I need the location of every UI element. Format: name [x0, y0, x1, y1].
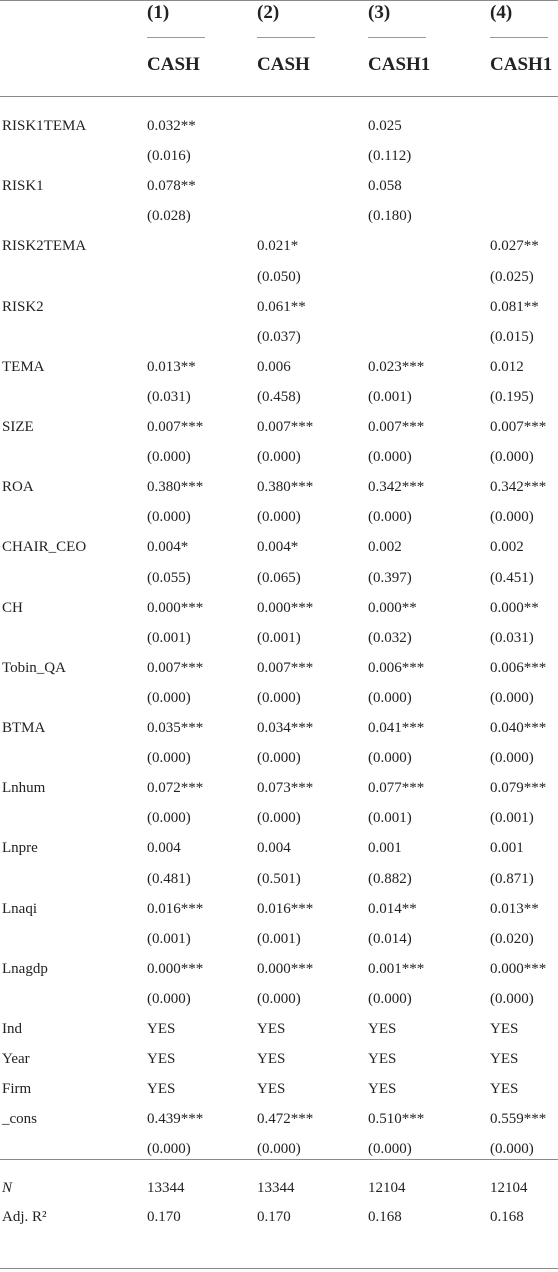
column-dependent-var-4: CASH1 [490, 54, 553, 75]
row-label: Lnagdp [2, 961, 48, 977]
table-cell: (0.065) [257, 570, 301, 586]
table-cell: (0.014) [368, 931, 412, 947]
table-cell: (0.050) [257, 269, 301, 285]
table-cell: 0.077*** [368, 780, 425, 796]
table-cell: 0.016*** [147, 901, 204, 917]
table-cell: (0.016) [147, 148, 191, 164]
table-cell: 0.000*** [147, 600, 204, 616]
table-cell: (0.000) [368, 1141, 412, 1157]
table-cell: (0.037) [257, 329, 301, 345]
table-cell: 0.081** [490, 299, 539, 315]
table-cell: YES [490, 1021, 519, 1037]
table-cell: 0.007*** [368, 419, 425, 435]
table-cell: 0.001 [490, 840, 524, 856]
table-cell: 0.061** [257, 299, 306, 315]
row-label: Lnpre [2, 840, 38, 856]
table-cell: (0.000) [147, 991, 191, 1007]
table-cell: 0.035*** [147, 720, 204, 736]
table-cell: 0.000** [368, 600, 417, 616]
table-cell: 0.027** [490, 238, 539, 254]
footer-cell: 0.170 [147, 1209, 181, 1225]
table-cell: 0.439*** [147, 1111, 204, 1127]
table-cell: (0.000) [490, 690, 534, 706]
footer-cell: 13344 [147, 1180, 185, 1196]
table-cell: 0.023*** [368, 359, 425, 375]
table-cell: 0.380*** [257, 479, 314, 495]
table-cell: (0.000) [257, 750, 301, 766]
table-cell: YES [257, 1081, 286, 1097]
table-cell: 0.380*** [147, 479, 204, 495]
table-cell: 0.014** [368, 901, 417, 917]
table-cell: 0.058 [368, 178, 402, 194]
table-cell: (0.001) [257, 630, 301, 646]
table-cell: 0.000*** [257, 600, 314, 616]
footer-cell: 0.168 [490, 1209, 524, 1225]
table-cell: 0.004 [147, 840, 181, 856]
table-cell: 0.510*** [368, 1111, 425, 1127]
column-header-rule-1 [147, 37, 205, 38]
table-cell: 0.041*** [368, 720, 425, 736]
footer-cell: 0.168 [368, 1209, 402, 1225]
table-cell: 0.559*** [490, 1111, 547, 1127]
row-label: Lnhum [2, 780, 46, 796]
table-cell: (0.000) [368, 509, 412, 525]
table-cell: (0.031) [147, 389, 191, 405]
table-bottom-rule [0, 1268, 558, 1269]
table-cell: (0.000) [147, 690, 191, 706]
table-cell: 0.004* [147, 539, 189, 555]
table-cell: 0.025 [368, 118, 402, 134]
row-label: RISK2TEMA [2, 238, 87, 254]
table-cell: 0.000*** [490, 961, 547, 977]
row-label: _cons [2, 1111, 37, 1127]
column-header-rule-2 [257, 37, 315, 38]
table-cell: (0.458) [257, 389, 301, 405]
row-label: Ind [2, 1021, 22, 1037]
table-cell: YES [147, 1081, 176, 1097]
row-label: Firm [2, 1081, 32, 1097]
table-cell: (0.032) [368, 630, 412, 646]
body-bottom-rule [0, 1159, 558, 1160]
table-cell: (0.000) [257, 509, 301, 525]
table-cell: (0.000) [257, 991, 301, 1007]
table-cell: (0.000) [147, 1141, 191, 1157]
column-header-rule-4 [490, 37, 548, 38]
table-cell: YES [147, 1051, 176, 1067]
column-header-rule-3 [368, 37, 426, 38]
table-cell: YES [490, 1051, 519, 1067]
table-cell: 0.072*** [147, 780, 204, 796]
table-cell: 0.013** [147, 359, 196, 375]
table-cell: (0.000) [368, 991, 412, 1007]
table-cell: (0.397) [368, 570, 412, 586]
footer-label-2: Adj. R² [2, 1209, 47, 1225]
table-cell: (0.000) [147, 810, 191, 826]
footer-cell: 0.170 [257, 1209, 291, 1225]
table-cell: (0.871) [490, 871, 534, 887]
table-cell: YES [257, 1021, 286, 1037]
table-cell: 0.001*** [368, 961, 425, 977]
table-cell: (0.025) [490, 269, 534, 285]
table-cell: (0.000) [490, 449, 534, 465]
table-cell: (0.112) [368, 148, 412, 164]
table-cell: 0.073*** [257, 780, 314, 796]
table-cell: 0.002 [368, 539, 402, 555]
table-cell: (0.015) [490, 329, 534, 345]
row-label: RISK1 [2, 178, 44, 194]
table-cell: YES [257, 1051, 286, 1067]
table-cell: (0.000) [368, 750, 412, 766]
table-cell: (0.501) [257, 871, 301, 887]
table-cell: (0.001) [368, 389, 412, 405]
column-dependent-var-2: CASH [257, 54, 310, 75]
table-cell: (0.000) [257, 690, 301, 706]
table-cell: (0.000) [147, 449, 191, 465]
column-dependent-var-3: CASH1 [368, 54, 431, 75]
table-cell: 0.078** [147, 178, 196, 194]
table-cell: YES [368, 1051, 397, 1067]
table-cell: (0.000) [257, 449, 301, 465]
table-cell: 0.000*** [147, 961, 204, 977]
table-cell: (0.001) [257, 931, 301, 947]
table-cell: 0.342*** [368, 479, 425, 495]
table-cell: YES [147, 1021, 176, 1037]
table-cell: (0.000) [147, 509, 191, 525]
table-cell: (0.000) [368, 690, 412, 706]
table-cell: (0.000) [490, 1141, 534, 1157]
table-cell: 0.472*** [257, 1111, 314, 1127]
table-cell: 0.040*** [490, 720, 547, 736]
table-cell: (0.451) [490, 570, 534, 586]
header-bottom-rule [0, 96, 558, 97]
row-label: Lnaqi [2, 901, 37, 917]
table-cell: (0.481) [147, 871, 191, 887]
row-label: Tobin_QA [2, 660, 66, 676]
table-cell: (0.180) [368, 208, 412, 224]
table-cell: 0.006*** [368, 660, 425, 676]
footer-cell: 13344 [257, 1180, 295, 1196]
footer-cell: 12104 [368, 1180, 406, 1196]
table-cell: (0.031) [490, 630, 534, 646]
table-cell: (0.020) [490, 931, 534, 947]
row-label: BTMA [2, 720, 46, 736]
row-label: RISK2 [2, 299, 44, 315]
table-cell: 0.007*** [257, 660, 314, 676]
table-cell: 0.007*** [490, 419, 547, 435]
table-cell: 0.012 [490, 359, 524, 375]
column-number-2: (2) [257, 2, 280, 23]
table-cell: (0.028) [147, 208, 191, 224]
table-cell: 0.004* [257, 539, 299, 555]
table-cell: 0.079*** [490, 780, 547, 796]
column-dependent-var-1: CASH [147, 54, 200, 75]
table-cell: 0.001 [368, 840, 402, 856]
table-cell: YES [368, 1021, 397, 1037]
table-cell: (0.055) [147, 570, 191, 586]
table-cell: (0.000) [490, 509, 534, 525]
table-cell: (0.001) [147, 931, 191, 947]
table-cell: 0.034*** [257, 720, 314, 736]
table-cell: 0.002 [490, 539, 524, 555]
table-cell: 0.032** [147, 118, 196, 134]
table-cell: (0.000) [257, 810, 301, 826]
table-cell: 0.013** [490, 901, 539, 917]
table-cell: 0.007*** [147, 660, 204, 676]
row-label: Year [2, 1051, 30, 1067]
table-cell: 0.006*** [490, 660, 547, 676]
top-rule [0, 0, 558, 1]
row-label: TEMA [2, 359, 45, 375]
table-cell: (0.001) [368, 810, 412, 826]
table-cell: 0.342*** [490, 479, 547, 495]
table-cell: (0.000) [490, 750, 534, 766]
table-cell: (0.000) [257, 1141, 301, 1157]
table-cell: YES [368, 1081, 397, 1097]
table-cell: (0.000) [147, 750, 191, 766]
column-number-1: (1) [147, 2, 170, 23]
footer-label-1: N [2, 1180, 13, 1196]
table-cell: YES [490, 1081, 519, 1097]
column-number-4: (4) [490, 2, 513, 23]
table-cell: 0.007*** [147, 419, 204, 435]
table-cell: (0.001) [490, 810, 534, 826]
column-number-3: (3) [368, 2, 391, 23]
table-cell: (0.000) [368, 449, 412, 465]
table-cell: 0.021* [257, 238, 299, 254]
table-cell: 0.007*** [257, 419, 314, 435]
row-label: RISK1TEMA [2, 118, 87, 134]
row-label: ROA [2, 479, 34, 495]
row-label: SIZE [2, 419, 34, 435]
table-cell: 0.016*** [257, 901, 314, 917]
table-cell: 0.004 [257, 840, 291, 856]
table-cell: (0.882) [368, 871, 412, 887]
table-cell: 0.000*** [257, 961, 314, 977]
table-cell: 0.006 [257, 359, 291, 375]
table-cell: 0.000** [490, 600, 539, 616]
footer-cell: 12104 [490, 1180, 528, 1196]
table-cell: (0.001) [147, 630, 191, 646]
table-cell: (0.195) [490, 389, 534, 405]
row-label: CH [2, 600, 23, 616]
row-label: CHAIR_CEO [2, 539, 87, 555]
table-cell: (0.000) [490, 991, 534, 1007]
